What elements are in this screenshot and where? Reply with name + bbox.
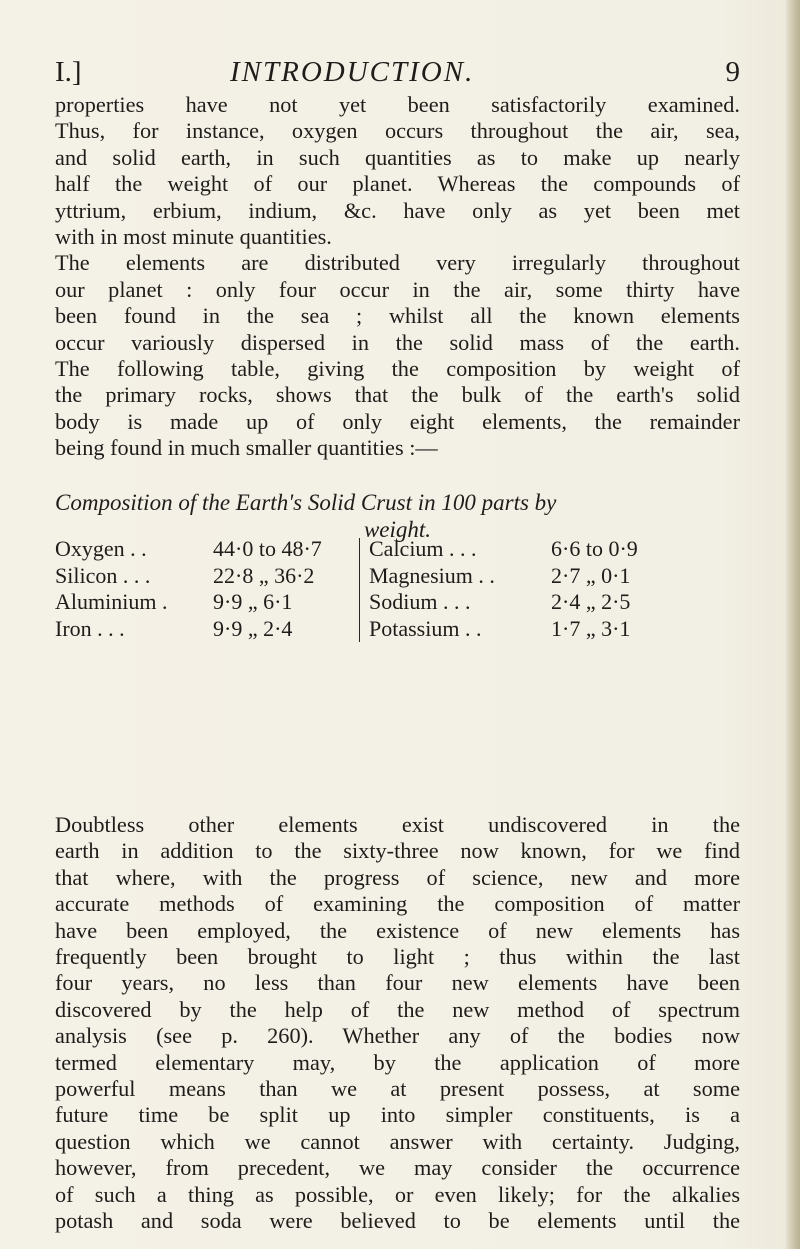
- text-line: and solid earth, in such quantities as to make up nearly: [55, 144, 740, 170]
- text-line: our planet : only four occur in the air, some thirty have: [55, 276, 740, 302]
- element-name: Aluminium .: [55, 589, 168, 614]
- element-name: Sodium . . .: [369, 589, 471, 614]
- text-line: termed elementary may, by the application of more: [55, 1049, 740, 1075]
- text-line: occur variously dispersed in the solid mass of the earth.: [55, 329, 740, 355]
- text-line: Doubtless other elements exist undiscovered in the: [55, 812, 740, 837]
- text-line: analysis (see p. 260). Whether any of the bodies now: [55, 1023, 740, 1049]
- element-name: Magnesium . .: [369, 562, 495, 588]
- element-range: 1·7 „ 3·1: [551, 615, 631, 641]
- text-line: body is made up of only eight elements, the remainder: [55, 408, 740, 434]
- element-range: 2·7 „ 0·1: [551, 562, 631, 588]
- right-element-column: [369, 536, 539, 642]
- element-name: Iron . . .: [55, 615, 125, 641]
- caption-line-1: Composition of the Earth's Solid Crust in 100 parts by: [55, 490, 557, 515]
- text-line: The following table, giving the composition by weight of: [55, 356, 740, 382]
- element-range: 22·8 „ 36·2: [213, 562, 315, 588]
- text-line: yttrium, erbium, indium, &c. have only as yet been met: [55, 197, 740, 223]
- text-line: accurate methods of examining the composition of matter: [55, 891, 740, 917]
- paragraph-undiscovered: [55, 812, 740, 1235]
- right-range-column: [551, 536, 721, 642]
- element-name: Silicon . . .: [55, 562, 151, 588]
- text-line: frequently been brought to light ; thus within the last: [55, 944, 740, 970]
- text-line: half the weight of our planet. Whereas the compounds of: [55, 171, 740, 197]
- text-line: been found in the sea ; whilst all the known elements: [55, 303, 740, 329]
- table-caption: [55, 489, 740, 543]
- text-line: the primary rocks, shows that the bulk of the earth's solid: [55, 382, 740, 408]
- text-line: discovered by the help of the new method of spectrum: [55, 996, 740, 1022]
- text-line: properties have not yet been satisfactorily examined.: [55, 92, 740, 117]
- left-element-column: [55, 536, 210, 642]
- text-line: question which we cannot answer with certainty. Judging,: [55, 1128, 740, 1154]
- element-name: Oxygen . .: [55, 536, 147, 561]
- page-edge: [786, 0, 800, 1249]
- page-number: 9: [725, 56, 740, 88]
- left-range-column: [213, 536, 353, 642]
- element-name: Potassium . .: [369, 615, 482, 641]
- element-range: 6·6 to 0·9: [551, 536, 638, 561]
- running-header: [55, 56, 740, 92]
- paragraph-intro: [55, 92, 740, 462]
- text-line: The elements are distributed very irregularly throughout: [55, 250, 740, 276]
- text-line: have been employed, the existence of new elements has: [55, 917, 740, 943]
- text-line: that where, with the progress of science, new and more: [55, 864, 740, 890]
- element-range: 9·9 „ 6·1: [213, 589, 293, 614]
- running-title: INTRODUCTION.: [230, 56, 475, 88]
- text-line: with in most minute quantities.: [55, 224, 332, 250]
- text-line: potash and soda were believed to be elements until the: [55, 1208, 740, 1234]
- element-name: Calcium . . .: [369, 536, 477, 561]
- element-range: 2·4 „ 2·5: [551, 589, 631, 614]
- text-line: powerful means than we at present possess, at some: [55, 1076, 740, 1102]
- element-range: 44·0 to 48·7: [213, 536, 322, 561]
- section-marker: I.]: [55, 56, 82, 88]
- text-line: being found in much smaller quantities :—: [55, 435, 438, 461]
- caption-line-2: weight.: [363, 517, 432, 542]
- composition-table: [55, 536, 740, 648]
- table-divider: [359, 538, 360, 642]
- text-line: however, from precedent, we may consider the occurrence: [55, 1155, 740, 1181]
- text-line: future time be split up into simpler constituents, is a: [55, 1102, 740, 1128]
- text-line: of such a thing as possible, or even likely; for the alkalies: [55, 1181, 740, 1207]
- text-line: Thus, for instance, oxygen occurs throughout the air, sea,: [55, 118, 740, 144]
- text-line: earth in addition to the sixty-three now known, for we find: [55, 838, 740, 864]
- text-line: four years, no less than four new elements have been: [55, 970, 740, 996]
- element-range: 9·9 „ 2·4: [213, 615, 293, 641]
